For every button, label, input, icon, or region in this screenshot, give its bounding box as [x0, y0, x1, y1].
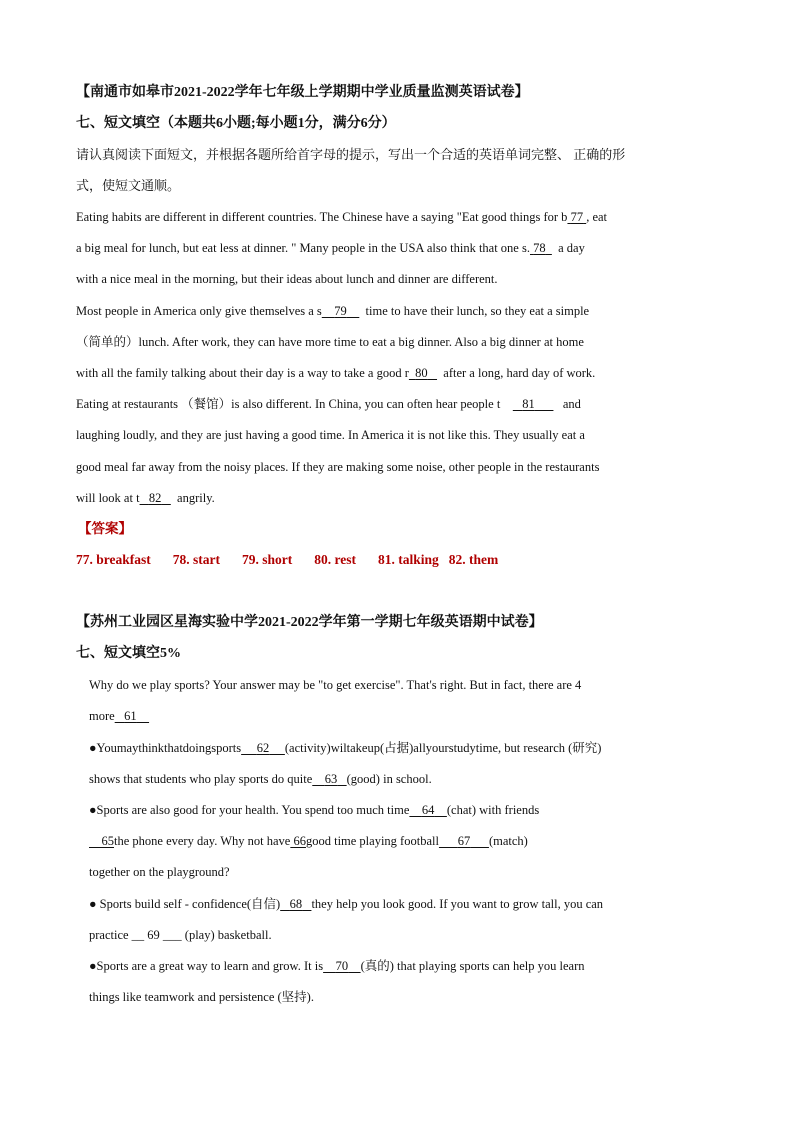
passage-text: Most people in America only give themselves a s: [76, 304, 322, 318]
passage-line: [76, 489, 215, 507]
passage-line: [76, 208, 607, 226]
passage2-line: shows that students who play sports do quite 63 (good) in school.: [89, 772, 432, 786]
answer-item: 77. breakfast: [76, 552, 151, 567]
blank-67: 67: [457, 834, 471, 848]
passage-text: time to have their lunch, so they eat a simple: [365, 304, 590, 318]
passage2-line: ●Sports are a great way to learn and grow. It is 70 (真的) that playing sports can help you learn: [89, 959, 585, 973]
section1-heading: 七、短文填空（本题共6小题;每小题1分，满分6分）: [76, 116, 396, 131]
passage-line: （简单的）lunch. After work, they can have more time to eat a big dinner. Also a big dinner at home: [76, 335, 584, 349]
section1-instruction-line1: 请认真阅读下面短文，并根据各题所给首字母的提示，写出一个合适的英语单词完整、 正确的形: [76, 147, 626, 162]
passage-line: [76, 395, 581, 413]
blank-65: 65: [101, 834, 114, 848]
passage2-line: things like teamwork and persistence (坚持).: [89, 990, 314, 1004]
passage2-line: ●Sports are also good for your health. You spend too much time 64 (chat) with friends: [89, 803, 540, 817]
passage-text: , eat: [586, 210, 608, 224]
answer-item: 82. them: [448, 552, 499, 567]
passage-text: a big meal for lunch, but eat less at dinner. " Many people in the USA also think that one s.: [76, 241, 530, 255]
blank-77: 77: [570, 210, 584, 224]
passage-line: laughing loudly, and they are just having a good time. In America it is not like this. They usually eat a: [76, 428, 585, 442]
blank-81: 81: [522, 397, 535, 411]
answer-item: 80. rest: [314, 552, 357, 567]
passage-line: [76, 364, 595, 382]
blank-64: 64: [421, 803, 435, 817]
blank-78: 78: [533, 241, 546, 255]
passage-line: [76, 239, 585, 257]
answer-item: 81. talking: [378, 552, 439, 567]
answer-item: 79. short: [242, 552, 293, 567]
section1-instruction-line2: 式，使短文通顺。: [76, 178, 181, 193]
blank-79: 79: [334, 304, 347, 318]
passage-text: and: [562, 397, 581, 411]
passage2-line: Why do we play sports? Your answer may be "to get exercise". That's right. But in fact, there are 4: [89, 678, 582, 692]
passage2-line: ● Sports build self - confidence(自信) 68 they help you look good. If you want to grow tall, you can: [89, 897, 604, 911]
passage-text: Eating habits are different in different countries. The Chinese have a saying "Eat good things for b: [76, 210, 568, 224]
section2-heading: 七、短文填空5%: [76, 646, 181, 661]
passage-text: will look at t: [76, 491, 140, 505]
section2-source-title: 【苏州工业园区星海实验中学2021-2022学年第一学期七年级英语期中试卷】: [76, 615, 543, 630]
blank-62: 62: [256, 741, 270, 755]
answer-label: 【答案】: [78, 521, 132, 536]
passage-text: a day: [558, 241, 585, 255]
passage2-line: ●Youmaythinkthatdoingsports 62 (activity)wiltakeup(占据)allyourstudytime, but research (研究): [89, 741, 602, 755]
passage2-line: 65the phone every day. Why not have 66good time playing football 67 (match): [89, 832, 528, 850]
blank-66: 66: [293, 834, 306, 848]
passage-text: after a long, hard day of work.: [443, 366, 596, 380]
passage-text: Eating at restaurants （餐馆）is also different. In China, you can often hear people t: [76, 397, 501, 411]
passage-line: [76, 302, 589, 320]
blank-82: 82: [148, 491, 162, 505]
blank-61: 61: [124, 709, 137, 723]
answer-list: [76, 551, 520, 569]
passage-line: with a nice meal in the morning, but their ideas about lunch and dinner are different.: [76, 272, 498, 286]
passage2-line: together on the playground?: [89, 865, 230, 879]
blank-68: 68: [289, 897, 303, 911]
passage2-line: more 61: [89, 707, 149, 725]
passage-line: good meal far away from the noisy places. If they are making some noise, other people in the restaurants: [76, 460, 600, 474]
blank-80: 80: [415, 366, 428, 380]
blank-70: 70: [335, 959, 349, 973]
passage2-line: practice __ 69 ___ (play) basketball.: [89, 928, 272, 942]
passage-text: with all the family talking about their day is a way to take a good r: [76, 366, 409, 380]
blank-63: 63: [324, 772, 338, 786]
answer-item: 78. start: [172, 552, 221, 567]
section1-source-title: 【南通市如皋市2021-2022学年七年级上学期期中学业质量监测英语试卷】: [76, 85, 529, 100]
passage-text: angrily.: [177, 491, 215, 505]
